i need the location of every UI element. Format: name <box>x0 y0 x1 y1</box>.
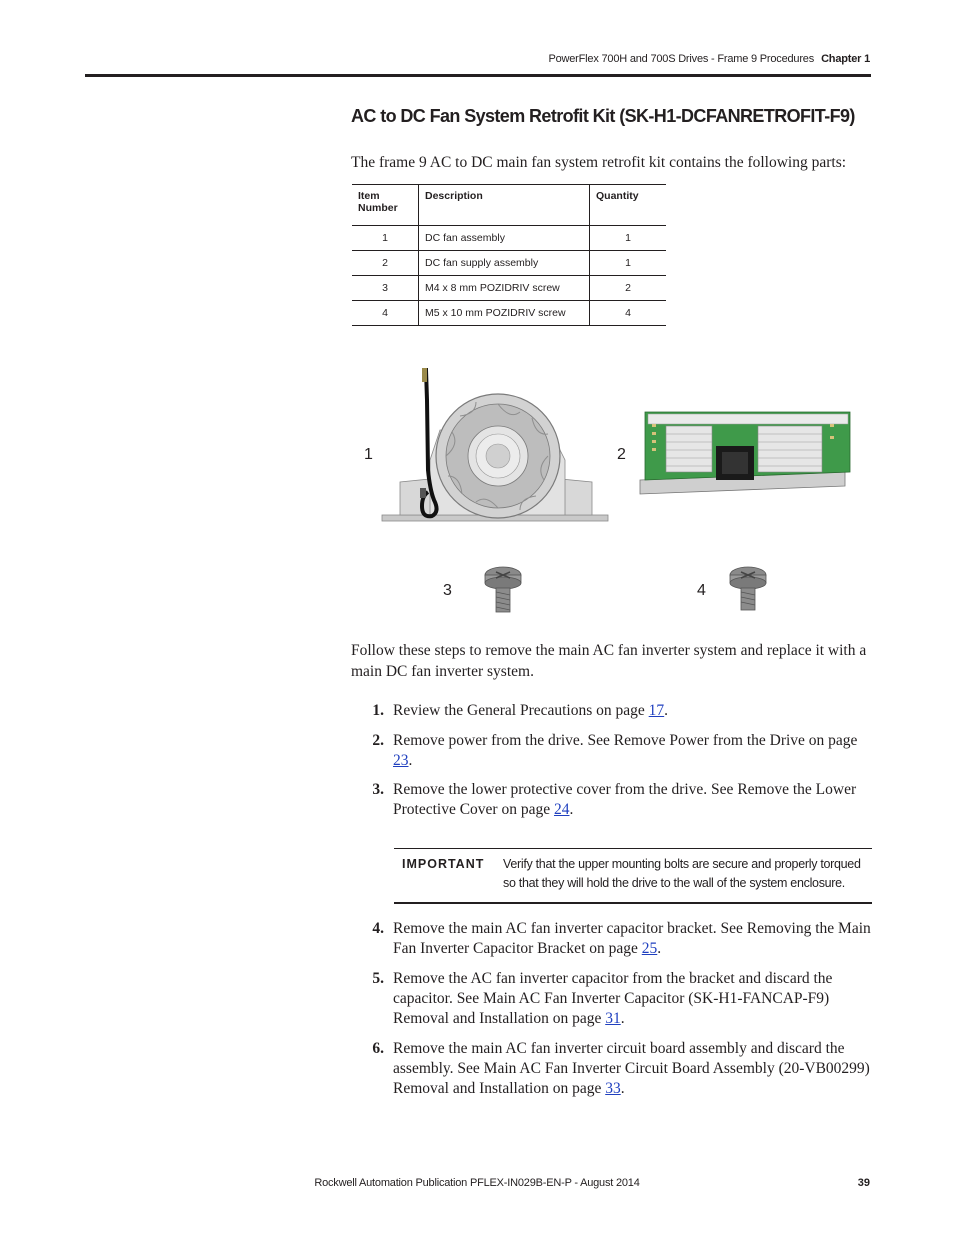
step-punct: . <box>408 752 413 769</box>
step-punct: . <box>657 940 662 957</box>
page-link[interactable]: 31 <box>605 1010 621 1027</box>
step-punct: . <box>620 1080 625 1097</box>
dc-fan-assembly-image <box>382 368 608 521</box>
step-number: 3. <box>372 781 384 798</box>
step-text: Remove the main AC fan inverter circuit board assembly and discard the assembly. See Main AC Fan Inverter Circuit Board Assembly (20-VB00299) Removal and Installation on page <box>393 1040 870 1097</box>
callout-3: 3 <box>443 582 452 599</box>
col-header-item: Item Number <box>352 185 419 226</box>
cell-description: DC fan assembly <box>419 226 590 251</box>
callout-2: 2 <box>617 446 626 463</box>
cell-description: M5 x 10 mm POZIDRIV screw <box>419 301 590 326</box>
page-link[interactable]: 17 <box>648 702 665 719</box>
step-number: 4. <box>372 920 384 937</box>
retrofit-kit-figure <box>360 360 870 620</box>
step-number: 5. <box>372 970 384 987</box>
cell-description: M4 x 8 mm POZIDRIV screw <box>419 276 590 301</box>
parts-table <box>352 184 666 326</box>
table-row <box>352 301 666 326</box>
step-text: Remove power from the drive. See Remove Power from the Drive on page <box>393 732 858 749</box>
cell-item: 3 <box>352 276 419 301</box>
cell-quantity: 2 <box>590 276 667 301</box>
callout-1: 1 <box>364 446 373 463</box>
important-label: IMPORTANT <box>402 857 485 871</box>
table-header-row <box>352 185 666 226</box>
step-text: Remove the lower protective cover from the drive. See Remove the Lower Protective Cover on page <box>393 781 857 818</box>
step-number: 1. <box>372 702 384 719</box>
m4-screw-image <box>485 567 521 612</box>
m5-screw-image <box>730 567 766 610</box>
step-text: Remove the main AC fan inverter capacitor bracket. See Removing the Main Fan Inverter Capacitor Bracket on page <box>393 920 871 957</box>
step-text: Remove the AC fan inverter capacitor from the bracket and discard the capacitor. See Main AC Fan Inverter Capacitor (SK-H1-FANCAP-F9) Removal and Installation on page <box>393 970 833 1027</box>
step-text: Review the General Precautions on page <box>393 702 649 719</box>
dc-fan-supply-assembly-image <box>640 412 850 494</box>
cell-quantity: 4 <box>590 301 667 326</box>
running-header: PowerFlex 700H and 700S Drives - Frame 9 Procedures <box>548 53 814 65</box>
step-punct: . <box>620 1010 625 1027</box>
header-rule <box>85 74 871 77</box>
instructions-paragraph: Follow these steps to remove the main AC fan inverter system and replace it with a main DC fan inverter system. <box>351 642 867 680</box>
table-row <box>352 226 666 251</box>
step-punct: . <box>664 702 669 719</box>
page-link[interactable]: 23 <box>393 752 409 769</box>
cell-item: 2 <box>352 251 419 276</box>
important-text: Verify that the upper mounting bolts are secure and properly torqued so that they will hold the drive to the wall of the system enclosure. <box>503 857 861 890</box>
step-number: 6. <box>372 1040 384 1057</box>
table-row <box>352 251 666 276</box>
page-number: 39 <box>857 1177 870 1189</box>
step-punct: . <box>569 801 574 818</box>
callout-4: 4 <box>697 582 706 599</box>
cell-item: 1 <box>352 226 419 251</box>
section-title: AC to DC Fan System Retrofit Kit (SK-H1-DCFANRETROFIT-F9) <box>351 106 855 126</box>
cell-quantity: 1 <box>590 251 667 276</box>
step-number: 2. <box>372 732 384 749</box>
page-link[interactable]: 25 <box>641 940 658 957</box>
cell-quantity: 1 <box>590 226 667 251</box>
page-link[interactable]: 24 <box>553 801 570 818</box>
cell-description: DC fan supply assembly <box>419 251 590 276</box>
intro-paragraph: The frame 9 AC to DC main fan system retrofit kit contains the following parts: <box>351 154 847 171</box>
col-header-description: Description <box>419 185 590 226</box>
footer-publication: Rockwell Automation Publication PFLEX-IN029B-EN-P - August 2014 <box>314 1177 640 1189</box>
table-row <box>352 276 666 301</box>
chapter-label: Chapter 1 <box>821 53 870 65</box>
page-link[interactable]: 33 <box>605 1080 621 1097</box>
col-header-quantity: Quantity <box>590 185 667 226</box>
cell-item: 4 <box>352 301 419 326</box>
